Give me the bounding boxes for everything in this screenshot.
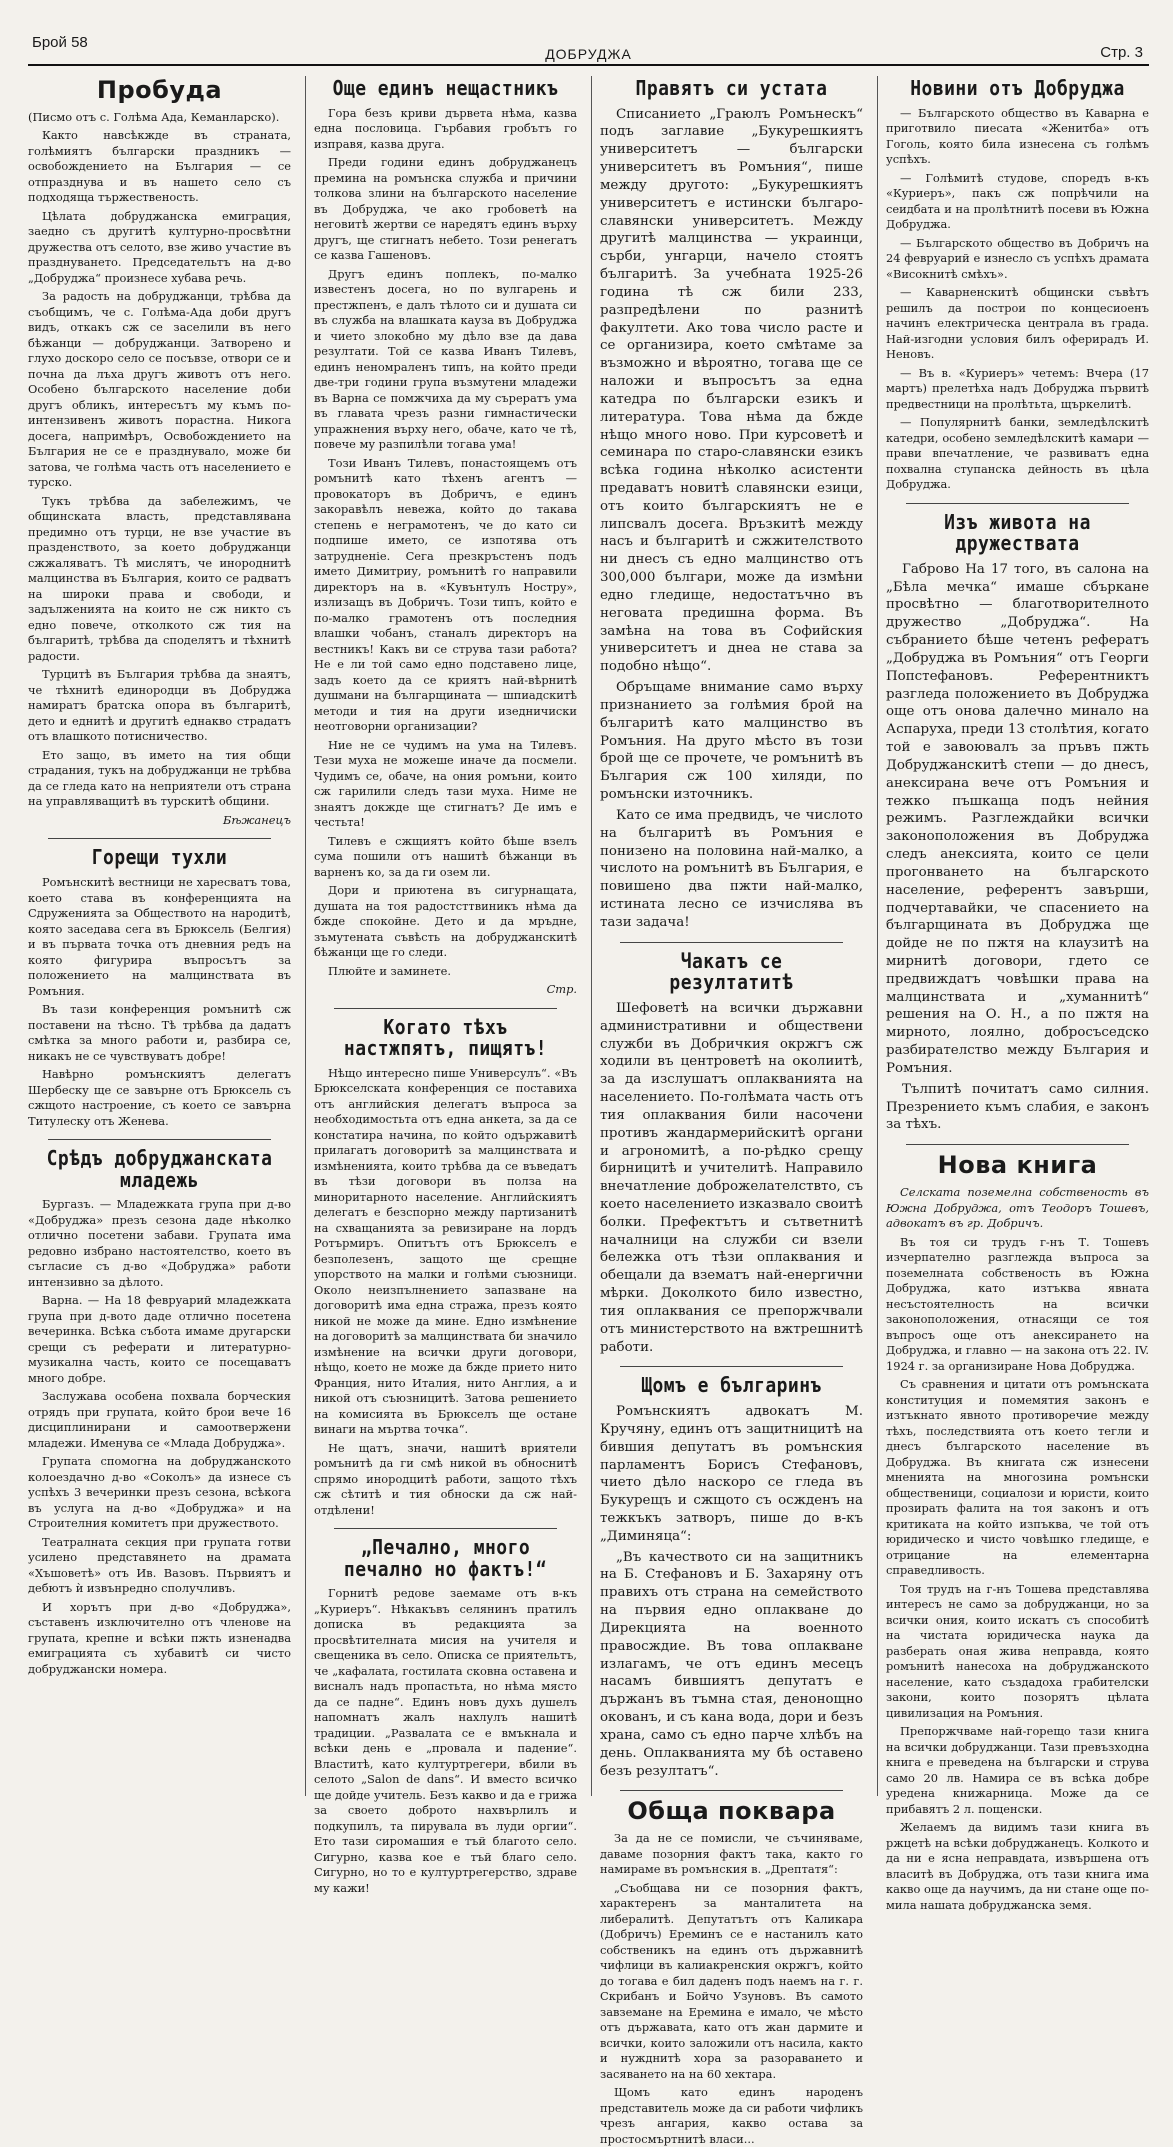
article-ustata [600, 78, 863, 932]
article-title: Изъ живота на дружествата [944, 509, 1091, 556]
paragraph: Въ тоя си трудъ г-нъ Т. Тошевъ изчерпателно разглежда въпроса за поземелната собственость въ Южна Добруджа, като изтъква явната несъстоятелность на всички законоположения, отнасящи се тоя въпросъ още отъ анексирането на Добруджа, и главно — на закона отъ 22. IV. 1924 г. за организиране Нова Добруджа. [886, 1234, 1149, 1373]
divider [906, 1144, 1129, 1145]
paragraph: Тълпитѣ почитатъ само силния. Презрението къмъ слабия, е законъ за тѣхъ. [886, 1081, 1149, 1133]
paragraph: Тукъ трѣбва да забележимъ, че общинската власть, представлявана предимно отъ турци, не взе участие въ празденството, за което добруджанци сжжаляватъ. Тѣ мислятъ, че инороднитѣ малцинства въ България, които се радватъ на широки права и свободи, и задълженията на които не сж никто съ едно повече, отколкото сж тия на българитѣ, трѣбва да споделятъ и тѣхнитѣ радости. [28, 493, 291, 663]
paragraph: Шефоветѣ на всички държавни административни и обществени служби въ Добричкия окржгъ сж ходили въ центроветѣ на околиитѣ, за да изслушатъ оплакванията на населението. По-голѣмата часть отъ тия оплаквания били насочени противъ жандармерийскитѣ органи и агрономитѣ, а по-рѣдко срещу бирницитѣ и учителитѣ. Направило внечатление доброжелателствто, съ което населението изказвало своитѣ болки. Префектътъ и сътветнитѣ началници на служби си взели бележка отъ тѣзи оплаквания и обещали да взематъ най-енергични мѣрки. Доколкото било известно, тия оплаквания се препоржчвали отъ министерството на вжтрешнитѣ работи. [600, 1000, 863, 1355]
paragraph: Горнитѣ редове заемаме отъ в-къ „Куриеръ“. Нѣкакъвъ селянинъ пратилъ дописка въ редакцията за просвѣтителната мисия на учителя и свещеника въ село. Описка се приятельтъ, че „кафалата, гостилата сковна оставена и висналъ надъ пропастьта, но нѣма място да се падне“. Единъ новъ духъ душелъ напомнатъ жалъ нахлулъ нашитѣ традиции. „Развалата се е вмъкнала и всѣки день е „провала и падение“. Властитѣ, като културтрегери, вбили въ селото „Salon de dans“. И вместо всичко ще дойде учитель. Безъ какво и да е грижа за своето доброто нахвърлилъ и подкупилъ, та пирувала въ луди оргии“. Ето тази сиромашия е тъй благото село. Сигурно, казва кое е тъй благо село. Сигурно, но то е културтрегерство, здраве му кажи! [314, 1586, 577, 1895]
paragraph: Варна. — На 18 февруарий младежката група при д-вото даде отлично посетена вечеринка. Всѣка събота имаме другарски срещи съ реферати и литературно-музикална часть, които се посещаватъ много добре. [28, 1293, 291, 1385]
article-title: Пробуда [96, 76, 223, 104]
paragraph: Тилевъ е сжщиятъ който бѣше взелъ сума пошили отъ нашитѣ бѣжанци въ варненъ ко, за да ги озем ли. [314, 833, 577, 879]
paragraph: Щомъ като единъ народенъ представитель може да си работи чифликъ чрезъ ангария, какво остава за простосмъртнитѣ власи... [600, 2085, 863, 2146]
article-title: Правятъ си устата [635, 76, 828, 100]
paragraph: Не щатъ, значи, нашитѣ вриятели ромънитѣ да ги смѣ никой въ обноснитѣ спрямо инородцитѣ работи, защото тѣхъ сж сѣтитѣ и тия обноски да сж най-отдѣлени! [314, 1440, 577, 1517]
divider [620, 1790, 843, 1791]
paragraph: Цѣлата добруджанска емиграция, заедно съ другитѣ културно-просвѣтни дружества отъ селото, взе живо участие въ празднуването. Председательтъ на д-во „Добруджа“ произнесе хубава речь. [28, 208, 291, 285]
paragraph: Габрово На 17 того, въ салона на „Бѣла мечка“ имаше сбъркане просвѣтно — благотворителното дружество „Добруджа“. На събранието бѣше четенъ рефератъ „Добруджа въ Ромъния“ отъ Георги Попстефановъ. Референтниктъ разгледа положението въ Добруджа още отъ онова далечно минало на Аспаруха, преди 13 столѣтия, когато той е завоювалъ за пръвъ пжть Добруджанскитѣ степи — до днесъ, анексирана вече отъ Ромъния и тежко пъшкаща подъ нейния режимъ. Разглеждайки всички законоположения въ Добруджа следъ анексията, които се цели прогонването на българското население, референтъ завърши, подчертавайки, че спасението на българщината въ Добруджа ще дойде не по пжтя на клаузитѣ на мирнитѣ договори, гдето се предвиждатъ човѣшки права на малцинствата и „хуманнитѣ“ решения на О. Н., а по пжтя на мирното, лоялно, добросъседско разбирателство между България и Ромъния. [886, 561, 1149, 1076]
article-novini [886, 78, 1149, 493]
paragraph: Желаемъ да видимъ тази книга въ ржцетѣ на всѣки добруджанецъ. Колкото и да ни е ясна неправдата, извършена отъ власитѣ въ Добруджа, отъ тази книга има какво още да научимъ, да ни стане още по-мила нашата добруджанска земя. [886, 1820, 1149, 1912]
article-druzhestvata [886, 509, 1149, 1135]
divider [334, 1528, 557, 1529]
paragraph: За радость на добруджанци, трѣбва да съобщимъ, че с. Голѣма-Ада доби другъ видъ, откакъ сж се заселили въ него бѣжанци — добруджанци. Затворено и глухо доскоро село се посъвзе, отвори се и почна да лъха другъ животъ отъ него. Особено българското население доби другъ обликъ, интересътъ му къмъ по-интензивенъ животъ порастна. Никога досега, напримѣръ, Освобождението на България не се е празднувало, може би затова, че голѣма часть отъ населението е турско. [28, 289, 291, 490]
paragraph: Този Иванъ Тилевъ, понастоящемъ отъ ромънитѣ като тѣхенъ агентъ — провокаторъ въ Добричъ, е единъ закоравѣлъ невежа, който до такава степень е неграмотенъ, че до като си подпише името, се изпотява отъ затрудненіе. Сега презкръстенъ подъ името Димитриу, ромънитѣ го направили директоръ на в. «Кувънтулъ Нострy», излизащъ въ Добричъ. Този типъ, който е по-малко грамотенъ отъ последния влашки чобанъ, станалъ директоръ на вестникъ! Какъ ви се струва тази работа? Не е ли той само едно подставено лице, задъ което да се криятъ най-вѣрнитѣ душмани на българщината — шпиадскитѣ методи и тия на други изедничиски неотговорни организации? [314, 455, 577, 734]
paragraph: За да не се помисли, че съчиняваме, даваме позорния фактъ така, както го намираме въ ромънския в. „Дрептатя“: [600, 1831, 863, 1877]
paragraph: Групата спомогна на добруджанското колоездачно д-во «Соколъ» да изнесе съ успѣхъ 3 вечеринки презъ сезона, всѣкога въ услуга на д-во «Добруджа» и на Строителния комитетъ при дружеството. [28, 1454, 291, 1531]
divider [620, 1366, 843, 1367]
paragraph: Плюйте и заминете. [328, 963, 452, 978]
column-2 [305, 76, 577, 1895]
paragraph: Ето защо, въ името на тия общи страдания, тукъ на добруджанци не трѣбва да се гледа като на неприятели отъ страна на управляващитѣ въ турскитѣ общини. [28, 747, 291, 809]
article-title: Срѣдъ добруджанската младежь [46, 1146, 273, 1192]
article-subtitle: (Писмо отъ с. Голѣма Ада, Кеманларско). [28, 109, 280, 124]
article-bulgarin [600, 1375, 863, 1780]
paragraph: — Голѣмитѣ студове, споредъ в-къ «Куриеръ», пакъ сж попрѣчили на сеидбата и на пролѣтнитѣ посеви въ Южна Добруджа. [886, 170, 1149, 232]
paragraph: Съ сравнения и цитати отъ ромънската конституция и помемятия законъ е изтъкнато явното противоречие между тѣхъ, последствията отъ което тегли и днесъ българското население въ Добруджа. Въ книгата сж изнесени мненията на многозина ромънски общественици, социалози и юристи, които прозирать фалита на тоя законъ и отъ критиката на който изпъква, че той отъ юридическо и чисто човѣшко гледище, е отрицание на елементарна справедливость. [886, 1377, 1149, 1578]
paragraph: Препоржчваме най-горещо тази книга на всички добруджанци. Тази превъзходна книга е преведена на български и струва само 20 лв. Намира се въ всѣка добре уредена книжарница. Може да се прибавятъ 2 л. пощенски. [886, 1724, 1149, 1816]
article-signature: Бѣжанецъ [223, 812, 291, 827]
article-body [600, 1000, 863, 1357]
article-title: Нова книга [937, 1151, 1098, 1180]
paragraph: — Популярнитѣ банки, земледѣлскитѣ катедри, особено земледѣлскитѣ камари — прави впечатление, че развиватъ една похвална ступанска дейность въ цѣла Добруджа. [886, 415, 1149, 492]
article-pechalno [314, 1537, 577, 1896]
article-title: Чакатъ се резултатитѣ [669, 948, 794, 995]
article-title: Новини отъ Добруджа [910, 76, 1125, 100]
article-title: Обща поквара [627, 1797, 836, 1826]
newspaper-name: ДОБРУДЖА [545, 46, 632, 62]
paragraph: — Българското общество въ Каварна е приготвило пиесата «Женитба» отъ Гоголь, която била изнесена съ голѣмъ успѣхъ. [886, 105, 1149, 167]
article-rezultati [600, 948, 863, 1357]
article-title: Когато тѣхъ настжпятъ, пищятъ! [343, 1014, 548, 1061]
paragraph: „Въ качеството си на защитникъ на Б. Стефановъ и Б. Захаряну отъ правихъ отъ страна на семейството на първия едно оплакване до Дирекцията на военното правосждие. Въ това оплакване излагамъ, че отъ единъ месецъ насамъ бившиятъ депутатъ е държанъ въ тъмна стая, денонощно окованъ, и съ кана вода, дори и безъ храна, само съ едно парче хлѣбъ на день. Оплакванията му бѣ оставено безъ резултатъ“. [600, 1549, 863, 1779]
article-probuda [28, 78, 291, 828]
paragraph: — Въ в. «Куриеръ» четемъ: Вчера (17 мартъ) прелетѣха надъ Добруджа първитѣ предвестници на пролѣтьта, щъркелитѣ. [886, 365, 1149, 411]
article-body [600, 106, 863, 932]
article-title: Още единъ нещастникъ [332, 76, 559, 100]
article-signature: Стр. [546, 982, 577, 997]
paragraph: И хорътъ при д-во «Добруджа», съставенъ изключително отъ членове на групата, крепне и всѣки пжть изненадва емиграцията съ хубавитѣ си чисто добруджански номера. [28, 1599, 291, 1676]
paragraph: „Съобщава ни се позорния фактъ, характеренъ за манталитета на либералитѣ. Депутатътъ отъ Каликара (Добричъ) Ереминъ се е настанилъ като собственикъ на единъ отъ държавнитѣ чифлици въ калиакренския окржгъ, който до тогава е бил даденъ подъ наемъ на г. г. Скрибанъ и Бойчо Узуновъ. Въ самото завземане на Еремина е имало, че мѣсто отъ държавата, като отъ жан дармите и всички, които заложили отъ насила, както и нужднитѣ хора за разораването и засяването на на 60 хектара. [600, 1880, 863, 2081]
divider [620, 942, 843, 943]
paragraph: — Каварненскитѣ общински съвѣтъ решилъ да построи по концесиоенъ начинъ електрическа централа въ града. Най-изгодни условия билъ оферирадъ И. Неновъ. [886, 285, 1149, 362]
paragraph: Заслужава особена похвала борческия отрядъ при групата, който брои вече 16 дисциплинирани и самоотвержени младежи. Именува се «Млада Добруджа». [28, 1389, 291, 1450]
paragraph: Както навсѣкжде въ страната, голѣмиятъ български праздникъ — освобождението на България — се отпразднува и въ нашето село съ подходяща тържественость. [28, 128, 291, 205]
divider [906, 503, 1129, 504]
masthead [28, 30, 1149, 66]
article-mladezh [28, 1148, 291, 1677]
paragraph: Гора безъ криви дървета нѣма, казва една пословица. Гърбавия гробътъ го изправя, казва друга. [314, 105, 577, 151]
paragraph: Бургазъ. — Младежката група при д-во «Добруджа» презъ сезона даде нѣколко отлично посетени забави. Групата има редовно избрано настоятелство, което въ съгласие съ д-во «Добруджа» работи интензивно за дѣлото. [28, 1197, 291, 1289]
divider [334, 1008, 557, 1009]
column-1 [28, 76, 291, 1796]
book-title: Селската поземелна собственость въ Южна Добруджа, отъ Теодоръ Тошевъ, адвокатъ въ гр. Добричъ. [886, 1185, 1149, 1231]
column-3 [591, 76, 863, 2146]
article-goreshti-tuhli [28, 847, 291, 1129]
article-nastzhpyat [314, 1014, 577, 1519]
paragraph: Ромънскиятъ адвокатъ М. Кручяну, единъ отъ защитницитѣ на бившия депутатъ въ ромънския парламентъ Борисъ Стефановъ, чието дѣло наскоро се гледа въ Букурещъ и сжщото съ осжденъ на тежкъкъ затворъ, пише до в-къ „Диминяца“: [600, 1404, 863, 1544]
paragraph: Турцитѣ въ България трѣбва да знаятъ, че тѣхнитѣ единородци въ Добруджа намиратъ братска опора въ българитѣ, дето и еднитѣ и другитѣ еднакво страдатъ отъ влашкото потисничество. [28, 667, 291, 744]
article-title: Щомъ е българинъ [641, 1373, 822, 1398]
article-nova-kniga [886, 1153, 1149, 1913]
paragraph: Ние не се чудимъ на ума на Тилевъ. Тези муха не можеше иначе да посмели. Чудимъ се, обаче, на ония ромъни, които сж гарилили следъ тази муха. Ниме не знаятъ докжде ще стигнатъ? Де имъ е честьта! [314, 737, 577, 830]
paragraph: — Българското общество въ Добричъ на 24 февруарий е изнесло съ успѣхъ драмата «Високнитѣ смѣхъ». [886, 235, 1149, 281]
paragraph: Другъ единъ поплекъ, по-малко известенъ досега, но по вулгарень и престжпенъ, е далъ тѣлото си и душата си въ служба на влашката кауза въ Добруджа и чието злокобно му дѣло взе да дава резултати. Той се казва Иванъ Тилевъ, единъ неномраленъ типъ, на който преди две-три години група възмутени младежи въ Варна се помжчиха да му сърератъ ума въ главата чрезъ разни гимнастически упражнения върху него, обаче, като че тѣ, повече му разпилѣли тогава ума! [314, 266, 577, 452]
paragraph: Тоя трудъ на г-нъ Тошева представлява интересъ не само за добруджанци, но за всички ония, които искатъ съ способитѣ на чистата юридическа наука да разберать оная жива неправда, която ромънитѣ нанесоха на добруджанското население, като създадоха грабителски закони, които позорятъ цѣлата цивилизация на Ромъния. [886, 1581, 1149, 1720]
paragraph: Навѣрно ромънскиятъ делегатъ Шербеску ще се завърне отъ Брюксель съ сжщото настроение, съ което се завърна Титулеску отъ Женева. [28, 1067, 291, 1128]
article-columns [28, 76, 1149, 2146]
divider [48, 1139, 271, 1140]
paragraph: Ромънскитѣ вестници не харесватъ това, което става въ конференцията на Сдруженията за Обществото на народитѣ, която заседава сега въ Брюксель (Белгия) и въ първата точка отъ дневния редъ на която фигурира въпросътъ за положението на малцинствата въ Ромъния. [28, 875, 291, 998]
paragraph: Списанието „Граюлъ Ромънескъ“ подъ заглавие „Букурешкиятъ университетъ — български университетъ въ Ромъния“, пише между другото: „Букурешкиятъ университетъ е истински българо-славянски университетъ. Между другитѣ малцинства — украинци, сърби, унгарци, начело стоятъ българитѣ. За учебната 1925-26 година тѣ сж били 233, разпредѣлени по разнитѣ факултети. Ако това число расте и се организира, което смѣтаме за възможно и вѣроятно, тогава ще се наложи и въпросътъ за една катедра по български езикъ и литература. Това нѣма да бжде нѣщо много ново. При курсоветѣ и семинара по старо-славянски езикъ всѣка година нѣколко асистенти предаватъ новитѣ славянски езици, отъ които българскиятъ не е липсвалъ досега. Връзкитѣ между насъ и българитѣ и сжжителството ни днесъ съ едно малцинство отъ 300,000 българи, може да измѣни едно гледище, недостатъчно въ неговата предишна форма. Въ замѣна на това въ Софийския университетъ и днеа не става за подобно нѣщо“. [600, 106, 863, 675]
paragraph: Дори и приютена въ сигурнащата, душата на тоя радостсттвиникъ нѣма да бжде спокойне. Дето и да мръдне, зъмутената съвѣсть на добруджанскитѣ бѣжанци ще го следи. [314, 883, 577, 960]
paragraph: Театралната секция при групата готви усилено представянето на драмата «Хъшоветѣ» отъ Ив. Вазовъ. Първиятъ и дебютъ ѝ извънредно сполучливъ. [28, 1534, 291, 1596]
article-pokvara [600, 1799, 863, 2147]
article-neshtastnik [314, 78, 577, 998]
column-4 [877, 76, 1149, 1912]
divider [48, 838, 271, 839]
page-number: Стр. 3 [1100, 44, 1143, 61]
paragraph: Обръщаме внимание само върху признанието за голѣмия брой на българитѣ като малцинство въ Ромъния. На друго мѣсто въ този брой ще се прочете, че ромънитѣ въ България сж 100 хиляди, по ромънски източникъ. [600, 680, 863, 803]
issue-number: Брой 58 [32, 34, 88, 51]
paragraph: Като се има предвидъ, че числото на българитѣ въ Ромъния е понизено на половина най-малко, а числото на ромънитѣ въ България, е повишено два пжти най-малко, истината лесно се изчислява въ тази задача! [600, 807, 863, 930]
article-body [600, 1403, 863, 1780]
paragraph: Нѣщо интересно пише Универсулъ“. «Въ Брюкселската конференция се поставиха отъ английския делегатъ въпроса за необходимостьта отъ една анкета, за да се констатира начина, по който одържавитѣ прилагатъ договоритѣ за малцинствата и измѣненията, които трѣбва да се въведатъ въ тѣзи договори въ полза на миноритарното население. Английскиятъ делегатъ е безспорно между партизанитѣ на схващанията за ревизиране на лордъ Ротърмиръ. Опитътъ отъ Брюкселъ е безполезенъ, защото ще срещне упорството на малки и голѣми съюзници. Около неизпълнението запазване на договоритѣ има една стража, презъ която никой не може да мине. Едно измѣнение на договоритѣ за малцинствата би значило измѣнение на всички други договори, нѣщо, което не може да бжде прието нито Франция, нито Италия, нито Англия, а и никой отъ съюзницитѣ. Затова решението на комисията въ Брюкселъ ще остане винаги на мъртва точка“. [314, 1065, 577, 1437]
paragraph: Преди години единъ добруджанецъ премина на ромънска служба и причини толкова злини на българското население въ Добруджа, че ако гробоветѣ на неговитѣ жертви се наредятъ единъ върху другъ, ще стигнатъ небето. Този ренегатъ се казва Гашеновъ. [314, 155, 577, 263]
article-title: Горещи тухли [91, 845, 228, 870]
article-title: „Печално, много печално но фактъ!“ [343, 1535, 548, 1581]
paragraph: Въ тази конференция ромънитѣ сж поставени на тѣсно. Тѣ трѣбва да дадатъ смѣтка за много работи и, разбира се, никакъ не се чувствуватъ добре! [28, 1002, 291, 1063]
article-body [886, 561, 1149, 1135]
